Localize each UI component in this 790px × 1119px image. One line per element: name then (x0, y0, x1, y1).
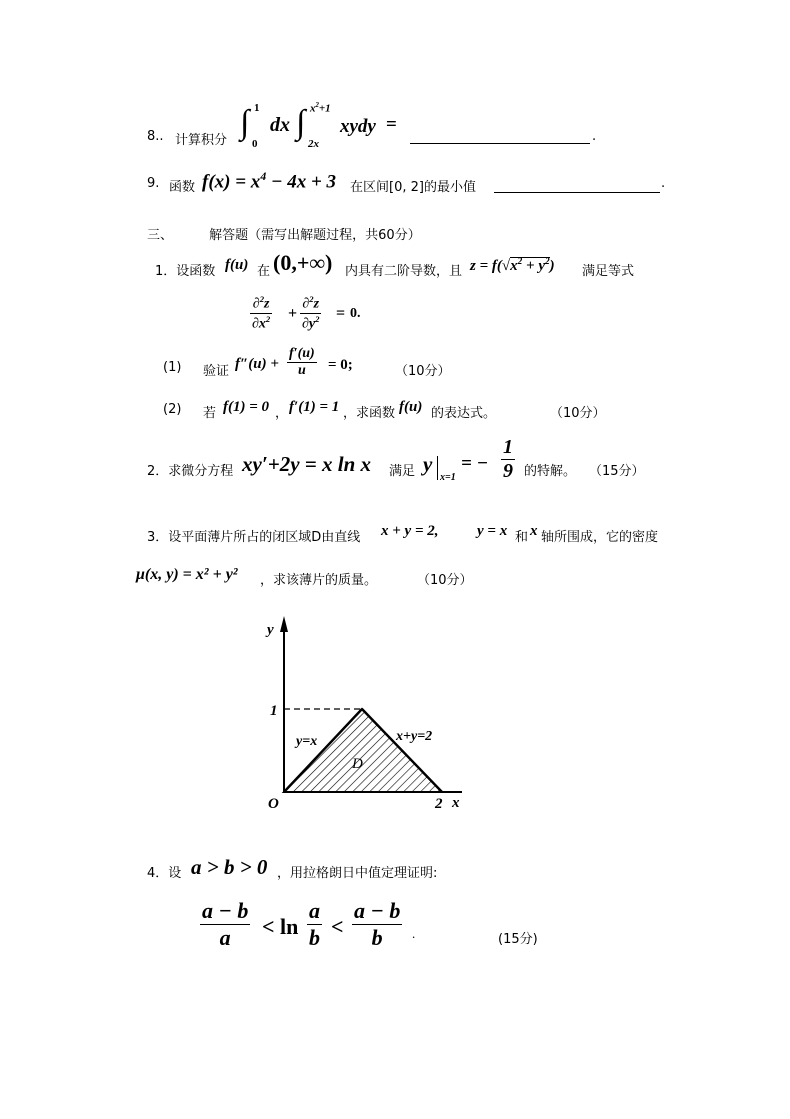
p1-eq-end: 0. (350, 306, 361, 321)
q9-interval: 在区间[0, 2]的最小值 (350, 180, 476, 195)
q9-function: $f(x) = x^4 - 4x + 3$ (202, 170, 337, 193)
p4-end: . (412, 926, 416, 941)
p3-intro: 3．设平面薄片所占的闭区域D由直线 (147, 530, 361, 545)
p1-part2-text: 若 (203, 406, 217, 421)
y-axis-arrow (280, 616, 288, 632)
q8-end: . (592, 129, 597, 144)
p1-t2: 内具有二阶导数，且 (345, 264, 463, 279)
label-x-plus-y-eq-2: x+y=2 (396, 729, 433, 744)
q8-integral: ∫ 1 0 dx ∫ $x^2+1$ 2x xydy = (240, 102, 397, 150)
origin-label: O (268, 796, 279, 812)
p1-part2-fu: f(u) (399, 399, 423, 415)
p3-xvar: x (530, 523, 538, 539)
p1-part1-score: （10分） (395, 364, 451, 379)
q9-number: 9. (147, 176, 160, 191)
section-number: 三、 (147, 228, 174, 243)
p4-score: (15分) (498, 932, 538, 947)
p1-part2-num: (2) (163, 402, 182, 417)
p2-mid: 满足 (389, 464, 416, 479)
y-axis-label: y (267, 622, 274, 638)
p1-part2-end: 的表达式。 (431, 406, 497, 421)
p4-condition: a > b > 0 (191, 855, 268, 879)
label-region-d: D (352, 756, 363, 772)
p1-part1-end: = 0; (328, 357, 353, 373)
q8-number: 8.. (147, 129, 164, 144)
p3-rest: 轴所围成，它的密度 (541, 530, 659, 545)
p1-part2-mid: ，求函数 (343, 406, 396, 421)
p3-and: 和 (515, 530, 529, 545)
p4-intro: 4．设 (147, 866, 182, 881)
p4-text: ，用拉格朗日中值定理证明: (277, 866, 438, 881)
p1-part1-frac: $\frac{f'(u)}{u}$ (289, 346, 315, 378)
p1-part1-num: (1) (163, 360, 182, 375)
p1-part2-sep: ， (275, 406, 289, 421)
region-d (284, 709, 442, 792)
p1-part2-c1: f(1) = 0 (223, 399, 270, 415)
region-figure (252, 612, 482, 822)
problem-4-inequality: $\frac{a - b}{a}$ < ln $\frac{a}{b}$ < $\frac{a - b}{b}$ . (15分) (202, 898, 538, 950)
x-tick-label: 2 (435, 796, 443, 812)
p3-line2: y = x (477, 523, 508, 539)
section-title: 解答题（需写出解题过程，共60分） (209, 228, 421, 243)
p3-density: μ(x, y) = x² + y² (136, 566, 238, 583)
p1-part2-c2: f′(1) = 1 (289, 399, 340, 415)
p2-intro: 2．求微分方程 (147, 464, 234, 479)
p2-score: （15分） (589, 464, 645, 479)
p1-t3: 满足等式 (582, 264, 635, 279)
p3-score: （10分） (417, 573, 473, 588)
q9-end: . (661, 176, 666, 191)
y-tick-label: 1 (270, 703, 278, 719)
p1-t1: 在 (257, 264, 271, 279)
p1-part1-expr: f″(u) + (235, 356, 279, 372)
q8-label: 计算积分 (175, 133, 228, 148)
x-axis-label: x (452, 795, 460, 811)
p1-interval: (0,+∞) (273, 250, 333, 275)
q8-answer-blank[interactable] (410, 118, 590, 144)
q9-answer-blank[interactable] (494, 176, 660, 193)
p3-tail: ，求该薄片的质量。 (260, 573, 378, 588)
p1-part1-text: 验证 (203, 364, 230, 379)
p2-condition: y x=1 = − $\frac{1}{9}$ (423, 436, 513, 483)
p1-fu: f(u) (225, 257, 249, 273)
p1-part2-score: （10分） (550, 406, 606, 421)
p1-z-def: $z = f(√x^2 + y^2)$ (470, 257, 555, 274)
label-y-eq-x: y=x (296, 734, 318, 749)
section-heading (147, 224, 421, 243)
p3-line1: x + y = 2, (381, 523, 439, 539)
p2-end: 的特解。 (524, 464, 577, 479)
p1-intro: 1．设函数 (155, 264, 216, 279)
q9-label: 函数 (169, 180, 196, 195)
p2-equation: xy′+2y = x ln x (242, 452, 371, 476)
